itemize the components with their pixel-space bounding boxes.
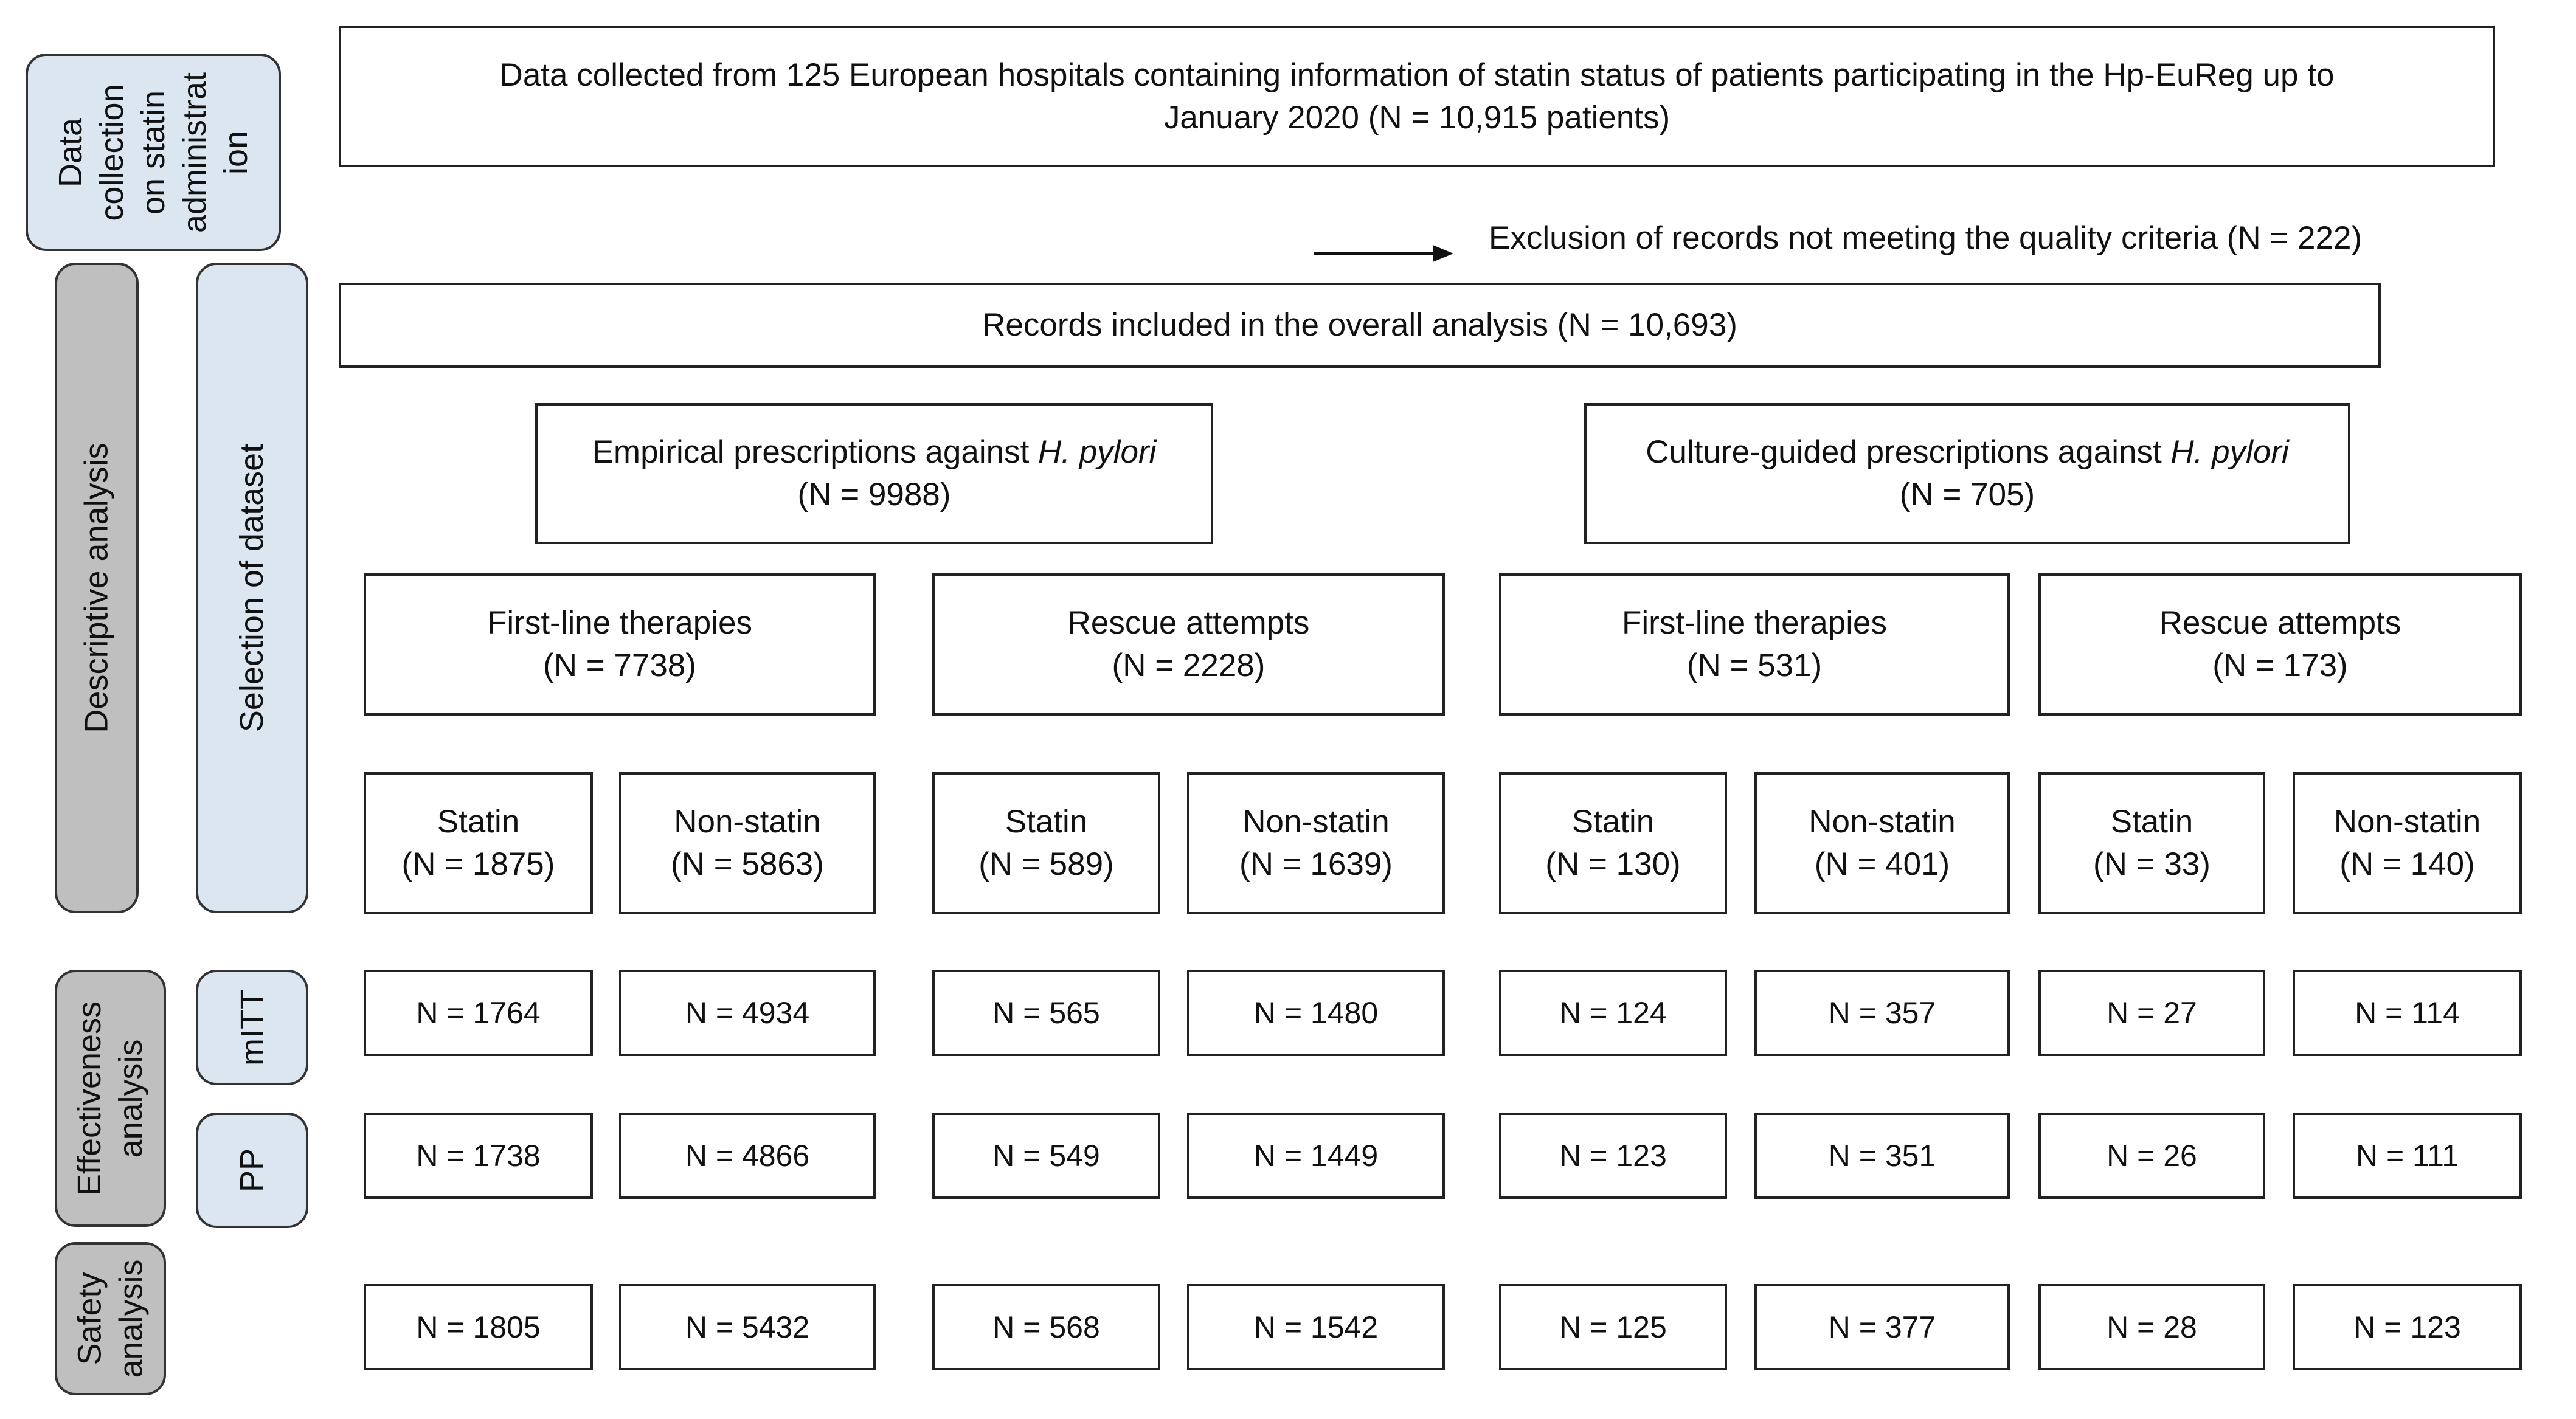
- safety-value-box: N = 5432: [619, 1284, 876, 1370]
- pp-value-box: N = 4866: [619, 1113, 876, 1199]
- culture-title: [1646, 431, 2289, 474]
- line-box: [364, 573, 876, 716]
- mitt-value-box: N = 357: [1754, 970, 2010, 1056]
- exclusion-text: Exclusion of records not meeting the quality criteria (N = 222): [1489, 220, 2363, 256]
- group-label: Non-statin: [1809, 804, 1956, 840]
- safety-value-box: N = 1805: [364, 1284, 593, 1370]
- mitt-value-box: N = 4934: [619, 970, 876, 1056]
- selection-dataset-label: [196, 263, 308, 913]
- line-label: First-line therapies: [1622, 605, 1887, 641]
- overall-analysis-box: [339, 283, 2381, 368]
- line-n: (N = 531): [1686, 647, 1823, 683]
- non-statin-group-box: [2293, 772, 2522, 914]
- mitt-value-box: N = 27: [2038, 970, 2265, 1056]
- mitt-value-box: N = 1480: [1187, 970, 1445, 1056]
- line-label: First-line therapies: [487, 605, 752, 641]
- pp-value-box: N = 549: [932, 1113, 1160, 1199]
- culture-title-text: Culture-guided prescriptions against: [1646, 434, 2171, 470]
- mitt-value-box: N = 565: [932, 970, 1160, 1056]
- non-statin-group-box: [1187, 772, 1445, 914]
- group-label: Statin: [1571, 804, 1655, 840]
- safety-value-box: N = 28: [2038, 1284, 2265, 1370]
- group-n: (N = 401): [1814, 846, 1950, 882]
- safety-value-box: N = 125: [1499, 1284, 1727, 1370]
- line-box: [1499, 573, 2010, 716]
- group-n: (N = 130): [1545, 846, 1681, 882]
- group-label: Non-statin: [2333, 804, 2481, 840]
- pp-label: [196, 1113, 308, 1228]
- mitt-value-box: N = 124: [1499, 970, 1727, 1056]
- mitt-label: [196, 970, 308, 1085]
- mitt-value-box: N = 114: [2293, 970, 2522, 1056]
- safety-value-box: N = 377: [1754, 1284, 2010, 1370]
- mitt-text: mITT: [234, 989, 271, 1066]
- group-label: Statin: [1005, 804, 1088, 840]
- group-label: Statin: [2110, 804, 2193, 840]
- group-label: Non-statin: [1242, 804, 1390, 840]
- non-statin-group-box: [619, 772, 876, 914]
- line-n: (N = 2228): [1112, 647, 1265, 683]
- culture-box: [1584, 403, 2350, 544]
- exclusion-arrow-icon: [1314, 240, 1453, 267]
- group-label: Non-statin: [674, 804, 821, 840]
- pp-value-box: N = 351: [1754, 1113, 2010, 1199]
- safety-value-box: N = 568: [932, 1284, 1160, 1370]
- effectiveness-analysis-label: [55, 970, 166, 1227]
- line-box: [932, 573, 1445, 716]
- mitt-value-box: N = 1764: [364, 970, 593, 1056]
- group-n: (N = 5863): [671, 846, 824, 882]
- group-n: (N = 1875): [401, 846, 555, 882]
- empirical-box: [535, 403, 1213, 544]
- safety-analysis-label: [55, 1242, 166, 1395]
- pp-value-box: N = 111: [2293, 1113, 2522, 1199]
- group-n: (N = 33): [2093, 846, 2211, 882]
- pp-value-box: N = 1449: [1187, 1113, 1445, 1199]
- pp-text: PP: [234, 1148, 271, 1193]
- data-collection-text: Data collection on statin administrat ion: [52, 72, 254, 233]
- group-label: Statin: [437, 804, 520, 840]
- safety-analysis-text: Safety analysis: [71, 1259, 150, 1378]
- statin-group-box: [364, 772, 593, 914]
- descriptive-analysis-label: [55, 263, 139, 913]
- effectiveness-analysis-text: Effectiveness analysis: [71, 1001, 150, 1196]
- line-label: Rescue attempts: [2159, 605, 2401, 641]
- empirical-n: (N = 9988): [797, 477, 951, 513]
- line-label: Rescue attempts: [1067, 605, 1310, 641]
- statin-group-box: [2038, 772, 2265, 914]
- group-n: (N = 140): [2339, 846, 2475, 882]
- line-box: [2038, 573, 2522, 716]
- line-n: (N = 7738): [543, 647, 696, 683]
- group-n: (N = 589): [978, 846, 1114, 882]
- pp-value-box: N = 1738: [364, 1113, 593, 1199]
- data-collected-line2: January 2020 (N = 10,915 patients): [1163, 99, 1671, 136]
- pp-value-box: N = 26: [2038, 1113, 2265, 1199]
- pp-value-box: N = 123: [1499, 1113, 1727, 1199]
- safety-value-box: N = 123: [2293, 1284, 2522, 1370]
- overall-analysis-text: Records included in the overall analysis (N = 10,693): [982, 307, 1737, 343]
- data-collection-label: [26, 54, 281, 251]
- data-collected-box: [339, 26, 2495, 167]
- culture-title-italic: H. pylori: [2170, 434, 2289, 470]
- non-statin-group-box: [1754, 772, 2010, 914]
- empirical-title-text: Empirical prescriptions against: [592, 434, 1039, 470]
- descriptive-analysis-text: Descriptive analysis: [78, 443, 116, 733]
- empirical-title-italic: H. pylori: [1038, 434, 1157, 470]
- data-collected-line1: Data collected from 125 European hospitals containing information of statin status of patients participating in the Hp-EuReg up to: [499, 57, 2335, 93]
- line-n: (N = 173): [2212, 647, 2348, 683]
- selection-dataset-text: Selection of dataset: [234, 443, 271, 733]
- statin-group-box: [932, 772, 1160, 914]
- safety-value-box: N = 1542: [1187, 1284, 1445, 1370]
- statin-group-box: [1499, 772, 1727, 914]
- group-n: (N = 1639): [1239, 846, 1393, 882]
- empirical-title: [592, 431, 1157, 474]
- culture-n: (N = 705): [1899, 477, 2035, 513]
